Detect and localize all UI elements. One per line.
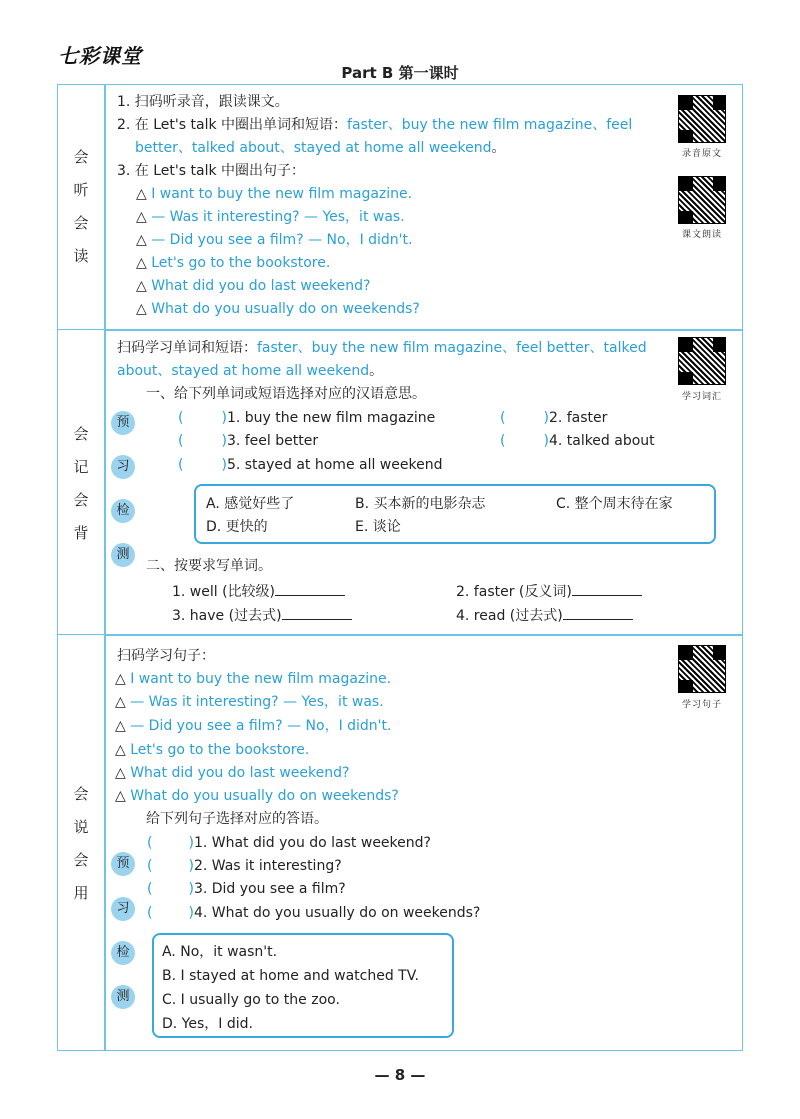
sentence-item: △ What do you usually do on weekends? [136, 301, 420, 317]
option: D. 更快的 [206, 519, 268, 535]
sentence-item: △ — Was it interesting? — Yes，it was. [136, 209, 405, 225]
preview-badge: 检 [111, 499, 135, 523]
options-box [194, 484, 716, 544]
fill-item[interactable]: 1. well (比较级) [172, 581, 345, 601]
triangle-icon: △ [115, 694, 131, 710]
match-item[interactable]: ( )5. stayed at home all weekend [178, 457, 443, 473]
triangle-icon: △ [115, 788, 131, 804]
qr-caption: 录音原文 [681, 149, 722, 159]
sentence-item: △ I want to buy the new film magazine. [136, 186, 413, 202]
question-item[interactable]: ( )4. What do you usually do on weekends? [147, 905, 481, 921]
fill-item[interactable]: 3. have (过去式) [172, 605, 352, 625]
sentence-item: △ What did you do last weekend? [136, 278, 371, 294]
sentence-item: △ — Did you see a film? — No，I didn't. [136, 232, 413, 248]
instruction-3: 3. 在 Let's talk 中圈出句子： [117, 163, 306, 179]
triangle-icon: △ [115, 671, 131, 687]
qr-code-icon[interactable] [678, 176, 726, 224]
sentence-item: △ What do you usually do on weekends? [115, 788, 399, 804]
qr-caption: 学习词汇 [681, 392, 722, 402]
qr-code-icon[interactable] [678, 95, 726, 143]
question-item[interactable]: ( )3. Did you see a film? [147, 881, 346, 897]
page-title: Part B 第一课时 [341, 64, 459, 82]
row-divider [104, 329, 742, 331]
answer-option: A. No，it wasn't. [162, 944, 278, 960]
instruction-2: 2. 在 Let's talk 中圈出单词和短语：faster、buy the new film magazine、feel [117, 117, 633, 133]
preview-badge: 检 [111, 941, 135, 965]
option: B. 买本新的电影杂志 [355, 496, 486, 512]
match-item[interactable]: ( )2. faster [500, 410, 608, 426]
triangle-icon: △ [136, 209, 152, 225]
triangle-icon: △ [136, 278, 152, 294]
task-title: 给下列句子选择对应的答语。 [146, 811, 328, 827]
fill-item[interactable]: 4. read (过去式) [456, 605, 633, 625]
match-item[interactable]: ( )1. buy the new film magazine [178, 410, 436, 426]
triangle-icon: △ [115, 742, 131, 758]
triangle-icon: △ [115, 765, 131, 781]
triangle-icon: △ [136, 232, 152, 248]
part1-title: 一、给下列单词或短语选择对应的汉语意思。 [146, 386, 426, 402]
sentence-item: △ Let's go to the bookstore. [136, 255, 331, 271]
row-divider [104, 634, 742, 636]
answer-option: C. I usually go to the zoo. [162, 992, 340, 1008]
fill-item[interactable]: 2. faster (反义词) [456, 581, 642, 601]
vocab-intro: 扫码学习单词和短语：faster、buy the new film magazine、feel better、talked [117, 340, 647, 356]
sentence-item: △ — Was it interesting? — Yes，it was. [115, 694, 384, 710]
sentence-item: △ — Did you see a film? — No，I didn't. [115, 718, 392, 734]
vocab-line: about、stayed at home all weekend。 [117, 363, 384, 379]
qr-caption: 课文朗读 [681, 230, 722, 240]
triangle-icon: △ [136, 255, 152, 271]
section-label-listen: 会 听 会 读 [58, 85, 104, 330]
vocab-line: better、talked about、stayed at home all weekend。 [135, 140, 506, 156]
qr-code-icon[interactable] [678, 337, 726, 385]
option: E. 谈论 [355, 519, 401, 535]
preview-badge: 测 [111, 543, 135, 567]
preview-badge: 习 [111, 897, 135, 921]
triangle-icon: △ [136, 301, 152, 317]
preview-badge: 习 [111, 455, 135, 479]
answer-option: B. I stayed at home and watched TV. [162, 968, 419, 984]
section-label-memorize: 会 记 会 背 [58, 330, 104, 635]
sentence-item: △ I want to buy the new film magazine. [115, 671, 392, 687]
brand-logo: 七彩课堂 [58, 44, 142, 68]
option: A. 感觉好些了 [206, 496, 295, 512]
question-item[interactable]: ( )1. What did you do last weekend? [147, 835, 431, 851]
triangle-icon: △ [115, 718, 131, 734]
part2-title: 二、按要求写单词。 [146, 558, 272, 574]
section-label-speak: 会 说 会 用 [73, 785, 89, 902]
triangle-icon: △ [136, 186, 152, 202]
sentence-intro: 扫码学习句子： [117, 648, 215, 664]
answer-option: D. Yes，I did. [162, 1016, 253, 1032]
match-item[interactable]: ( )3. feel better [178, 433, 319, 449]
preview-badge: 预 [111, 852, 135, 876]
preview-badge: 预 [111, 411, 135, 435]
qr-code-icon[interactable] [678, 645, 726, 693]
preview-badge: 测 [111, 985, 135, 1009]
sentence-item: △ Let's go to the bookstore. [115, 742, 310, 758]
page-number: — 8 — [374, 1066, 426, 1084]
column-divider [104, 85, 106, 1050]
qr-caption: 学习句子 [681, 700, 722, 710]
question-item[interactable]: ( )2. Was it interesting? [147, 858, 342, 874]
option: C. 整个周末待在家 [556, 496, 673, 512]
instruction-1: 1. 扫码听录音，跟读课文。 [117, 94, 289, 110]
match-item[interactable]: ( )4. talked about [500, 433, 655, 449]
sentence-item: △ What did you do last weekend? [115, 765, 350, 781]
